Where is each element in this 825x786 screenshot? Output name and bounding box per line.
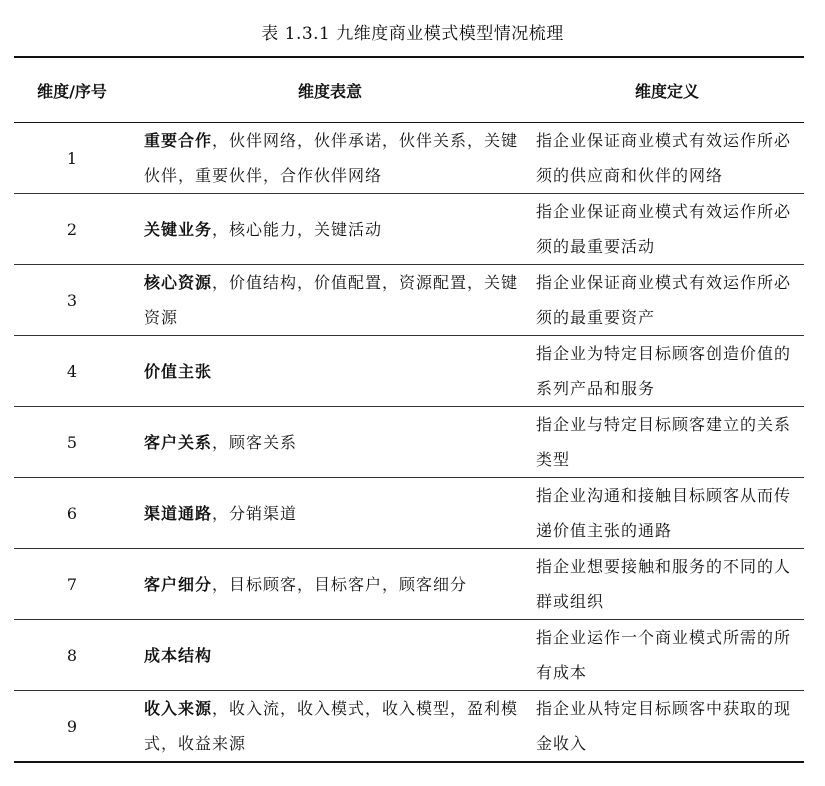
row-index: 3 <box>14 265 130 336</box>
row-expression <box>130 407 530 478</box>
dimension-term: 核心资源 <box>144 273 213 292</box>
business-model-table <box>14 56 804 763</box>
row-expression <box>130 123 530 194</box>
row-index: 9 <box>66 716 78 736</box>
table-row <box>14 123 804 194</box>
dimension-synonyms: ，价值结构，价值配置，资源配置，关键资源 <box>144 273 519 327</box>
row-definition: 指企业想要接触和服务的不同的人群或组织 <box>530 549 804 620</box>
table-row <box>14 194 804 265</box>
table-row <box>14 265 804 336</box>
row-expression <box>130 336 530 407</box>
row-expression <box>130 265 530 336</box>
row-definition: 指企业与特定目标顾客建立的关系类型 <box>530 407 804 478</box>
row-index: 4 <box>14 336 130 407</box>
row-definition: 指企业运作一个商业模式所需的所有成本 <box>530 620 804 691</box>
dimension-term: 重要合作 <box>144 131 213 150</box>
dimension-term: 客户关系 <box>144 432 213 452</box>
table-row <box>14 407 804 478</box>
dimension-term: 价值主张 <box>144 361 213 381</box>
row-definition: 指企业保证商业模式有效运作所必须的最重要资产 <box>530 265 804 336</box>
row-definition: 指企业保证商业模式有效运作所必须的最重要活动 <box>530 194 804 265</box>
header-definition: 维度定义 <box>530 57 804 123</box>
header-row <box>14 57 804 123</box>
table-row <box>14 620 804 691</box>
dimension-synonyms: ，收入流，收入模式，收入模型，盈利模式，收益来源 <box>144 699 519 753</box>
table-row <box>14 336 804 407</box>
dimension-term: 关键业务 <box>144 219 213 239</box>
table-header <box>14 57 804 123</box>
row-definition: 指企业为特定目标顾客创造价值的系列产品和服务 <box>530 336 804 407</box>
row-expression <box>130 549 530 620</box>
table-row <box>14 549 804 620</box>
row-index: 1 <box>14 123 130 194</box>
dimension-synonyms: ，伙伴网络，伙伴承诺，伙伴关系，关键伙伴，重要伙伴，合作伙伴网络 <box>144 131 519 185</box>
row-definition: 指企业从特定目标顾客中获取的现金收入 <box>536 699 792 753</box>
dimension-synonyms: ，核心能力，关键活动 <box>212 219 383 239</box>
row-index: 5 <box>14 407 130 478</box>
row-index: 7 <box>14 549 130 620</box>
dimension-term: 客户细分 <box>144 574 213 594</box>
dimension-term: 渠道通路 <box>144 503 213 523</box>
dimension-synonyms: ，目标顾客，目标客户，顾客细分 <box>212 574 468 594</box>
row-index: 2 <box>14 194 130 265</box>
dimension-synonyms: ，顾客关系 <box>212 432 298 452</box>
row-expression <box>130 478 530 549</box>
row-expression <box>130 620 530 691</box>
dimension-synonyms: ，分销渠道 <box>212 503 298 523</box>
row-expression <box>130 194 530 265</box>
row-expression <box>130 691 530 763</box>
dimension-term: 成本结构 <box>144 645 213 665</box>
header-index: 维度/序号 <box>14 57 130 123</box>
row-index: 6 <box>14 478 130 549</box>
dimension-term: 收入来源 <box>144 699 213 718</box>
row-index: 8 <box>14 620 130 691</box>
table-caption: 表 1.3.1 九维度商业模式模型情况梳理 <box>261 24 564 44</box>
row-definition: 指企业沟通和接触目标顾客从而传递价值主张的通路 <box>530 478 804 549</box>
header-expression: 维度表意 <box>130 57 530 123</box>
table-body <box>14 123 804 763</box>
table-row <box>14 691 804 763</box>
table-row <box>14 478 804 549</box>
row-definition: 指企业保证商业模式有效运作所必须的供应商和伙伴的网络 <box>530 123 804 194</box>
